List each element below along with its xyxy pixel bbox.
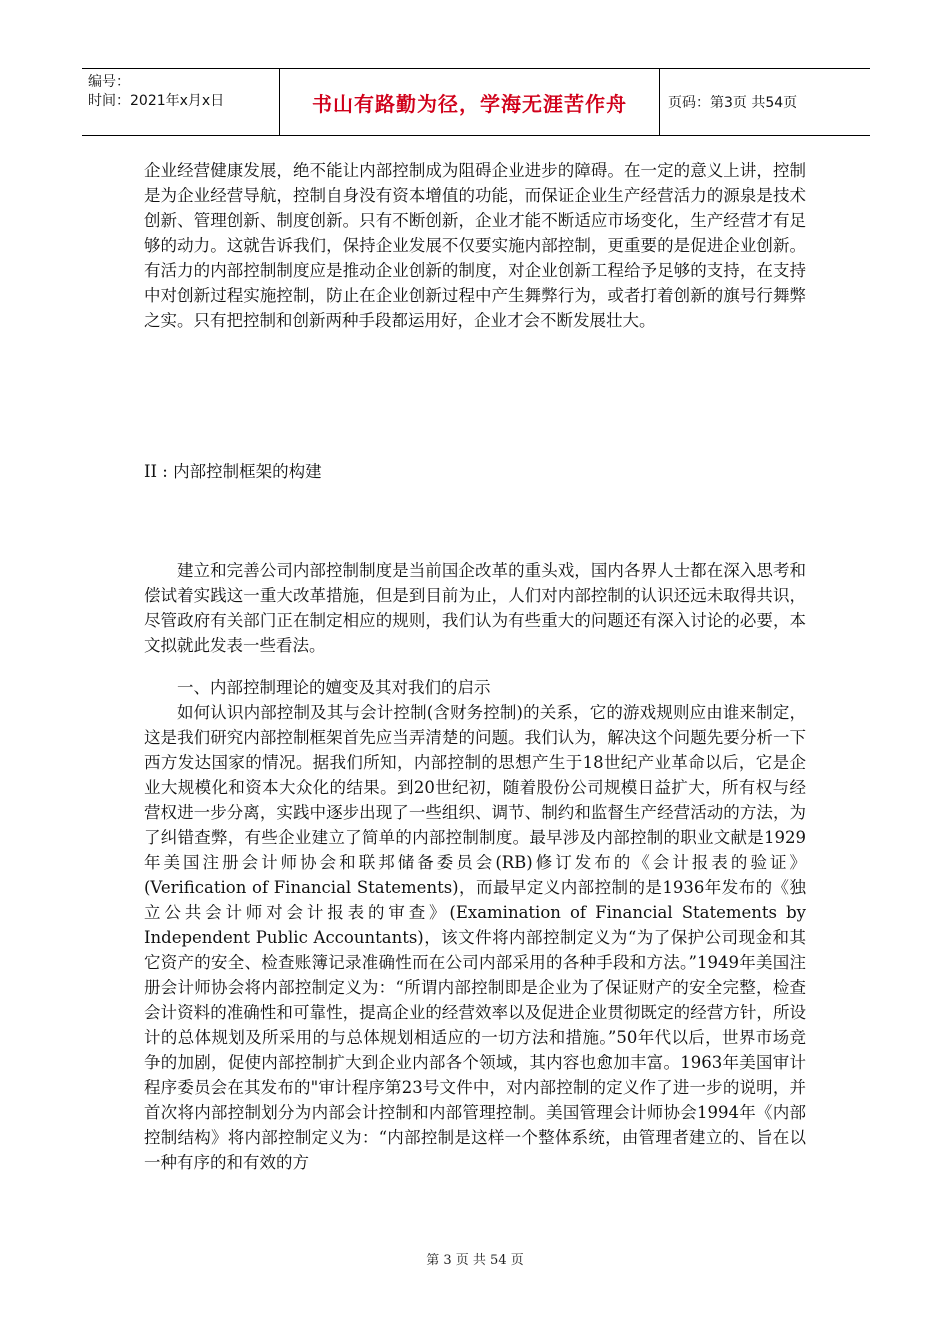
subheading-evolution: 一、内部控制理论的嬗变及其对我们的启示 <box>177 678 491 697</box>
header-page-info: 页码：第3页 共54页 <box>668 95 798 111</box>
paragraph-history: 如何认识内部控制及其与会计控制(含财务控制)的关系，它的游戏规则应由谁来制定，这是我们研究内部控制框架首先应当弄清楚的问题。我们认为，解决这个问题先要分析一下西方发达国家的情况。据我们所知，内部控制的思想产生于18世纪产业革命以后，它是企业大规模化和资本大众化的结果。到20世纪初，随着股份公司规模日益扩大，所有权与经营权进一步分离，实践中逐步出现了一些组织、调节、制约和监督生产经营活动的方法，为了纠错查弊，有些企业建立了简单的内部控制制度。最早涉及内部控制的职业文献是1929年美国注册会计师协会和联邦储备委员会(RB)修订发布的《会计报表的验证》(Verification of Financial Statements)，而最早定义内部控制的是1936年发布的《独立公共会计师对会计报表的审查》(Examination of Financial Statements by Independent Public Accountants)，该文件将内部控制定义为“为了保护公司现金和其它资产的安全、检查账簿记录准确性而在公司内部采用的各种手段和方法。”1949年美国注册会计师协会将内部控制定义为：“所谓内部控制即是企业为了保证财产的安全完整，检查会计资料的准确性和可靠性，提高企业的经营效率以及促进企业贯彻既定的经营方针，所设计的总体规划及所采用的与总体规划相适应的一切方法和措施。”50年代以后，世界市场竞争的加剧，促使内部控制扩大到企业内部各个领域，其内容也愈加丰富。1963年美国审计程序委员会在其发布的"审计程序第23号文件中，对内部控制的定义作了进一步的说明，并首次将内部控制划分为内部会计控制和内部管理控制。美国管理会计师协会1994年《内部控制结构》将内部控制定义为：“内部控制是这样一个整体系统，由管理者建立的、旨在以一种有序的和有效的方 <box>144 703 806 1172</box>
page-header <box>82 68 870 136</box>
page-body <box>144 158 806 333</box>
page-footer: 第 3 页 共 54 页 <box>426 1253 524 1268</box>
document-time-label: 时间：2021年x月x日 <box>88 93 225 109</box>
header-meta <box>82 69 280 135</box>
document-number-label: 编号： <box>88 74 130 90</box>
paragraph-intro: 建立和完善公司内部控制制度是当前国企改革的重头戏，国内各界人士都在深入思考和偿试着实践这一重大改革措施，但是到目前为止，人们对内部控制的认识还远未取得共识，尽管政府有关部门正在制定相应的规则，我们认为有些重大的问题还有深入讨论的必要，本文拟就此发表一些看法。 <box>144 561 806 655</box>
page-body-2 <box>144 558 806 1175</box>
header-motto: 书山有路勤为径，学海无涯苦作舟 <box>280 69 660 135</box>
paragraph-innovation: 企业经营健康发展，绝不能让内部控制成为阻碍企业进步的障碍。在一定的意义上讲，控制是为企业经营导航，控制自身没有资本增值的功能，而保证企业生产经营活力的源泉是技术创新、管理创新、制度创新。只有不断创新，企业才能不断适应市场变化，生产经营才有足够的动力。这就告诉我们，保持企业发展不仅要实施内部控制，更重要的是促进企业创新。有活力的内部控制制度应是推动企业创新的制度，对企业创新工程给予足够的支持，在支持中对创新过程实施控制，防止在企业创新过程中产生舞弊行为，或者打着创新的旗号行舞弊之实。只有把控制和创新两种手段都运用好，企业才会不断发展壮大。 <box>144 161 806 330</box>
section-title: II : 内部控制框架的构建 <box>144 462 322 481</box>
